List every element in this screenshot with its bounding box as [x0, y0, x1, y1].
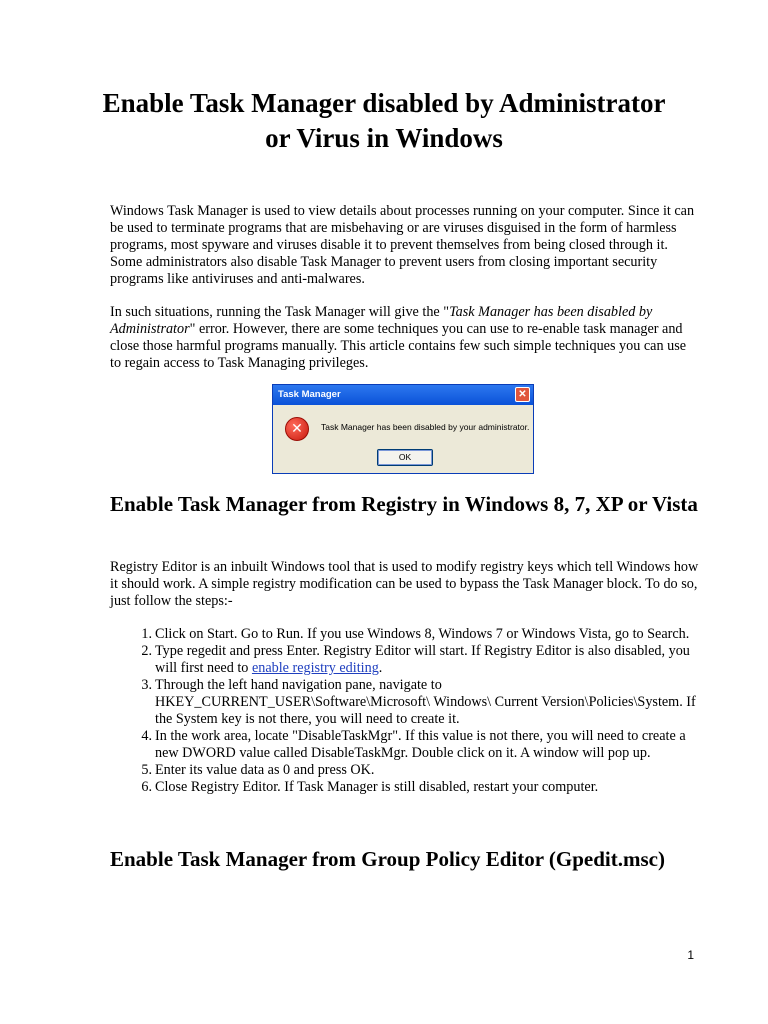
list-item	[110, 626, 700, 643]
dialog-titlebar	[273, 385, 533, 405]
enable-registry-editing-link[interactable]: enable registry editing	[251, 660, 379, 676]
task-manager-dialog-image	[272, 384, 534, 474]
step-text: In the work area, locate "DisableTaskMgr". If this value is not there, you will need to create a new DWORD value called DisableTaskMgr. Double click on it. A window will pop up.	[155, 728, 686, 761]
step-text-after: .	[378, 660, 383, 676]
step-text: Click on Start. Go to Run. If you use Windows 8, Windows 7 or Windows Vista, go to Search.	[155, 626, 690, 642]
step-text: Close Registry Editor. If Task Manager is still disabled, restart your computer.	[155, 779, 599, 795]
registry-steps-list	[110, 626, 700, 796]
step-number: 4.	[141, 728, 152, 744]
step-number: 3.	[141, 677, 152, 693]
error-icon: ✕	[285, 417, 309, 441]
error-message-italic: Task Manager has been disabled by Administrator	[110, 304, 653, 337]
list-item	[110, 728, 700, 762]
step-text-before: Type regedit and press Enter. Registry Editor will start. If Registry Editor is also disabled, you will first need to	[155, 643, 690, 676]
dialog-message: Task Manager has been disabled by your administrator.	[321, 422, 530, 432]
list-item	[110, 677, 700, 728]
page-number: 1	[687, 948, 694, 962]
step-number: 2.	[141, 643, 152, 659]
gpedit-section-heading: Enable Task Manager from Group Policy Editor (Gpedit.msc)	[110, 847, 665, 871]
step-number: 5.	[141, 762, 152, 778]
list-item	[110, 643, 700, 677]
step-text: Enter its value data as 0 and press OK.	[155, 762, 375, 778]
list-item	[110, 779, 700, 796]
ok-button: OK	[377, 449, 433, 466]
step-number: 6.	[141, 779, 152, 795]
close-icon: ✕	[515, 387, 530, 402]
page-title: Enable Task Manager disabled by Administrator or Virus in Windows	[102, 88, 666, 153]
registry-paragraph: Registry Editor is an inbuilt Windows tool that is used to modify registry keys which tell Windows how it should work. A simple registry modification can be used to bypass the Task Manager block. To do so, just follow the steps:-	[110, 559, 699, 609]
list-item	[110, 762, 700, 779]
dialog-body	[273, 405, 533, 473]
step-number: 1.	[141, 626, 152, 642]
situation-text-end: " error. However, there are some techniques you can use to re-enable task manager and close those harmful programs manually. This article contains few such simple techniques you can use to regain access to Task Managing privileges.	[110, 321, 687, 371]
step-text: Through the left hand navigation pane, navigate to HKEY_CURRENT_USER\Software\Microsoft\ Windows\ Current Version\Policies\System. If the System key is not there, you will need to create it.	[155, 677, 696, 727]
registry-section-heading: Enable Task Manager from Registry in Windows 8, 7, XP or Vista	[110, 492, 698, 516]
situation-paragraph	[110, 304, 700, 372]
dialog-title: Task Manager	[278, 389, 341, 400]
intro-paragraph: Windows Task Manager is used to view details about processes running on your computer. Since it can be used to terminate programs that are misbehaving or are viruses disguised in the form of harmless programs, most spyware and viruses disable it to prevent themselves from being closed through it. Some administrators also disable Task Manager to prevent users from closing important security programs like antiviruses and anti-malwares.	[110, 203, 695, 287]
situation-text-start: In such situations, running the Task Manager will give the "	[110, 304, 450, 320]
